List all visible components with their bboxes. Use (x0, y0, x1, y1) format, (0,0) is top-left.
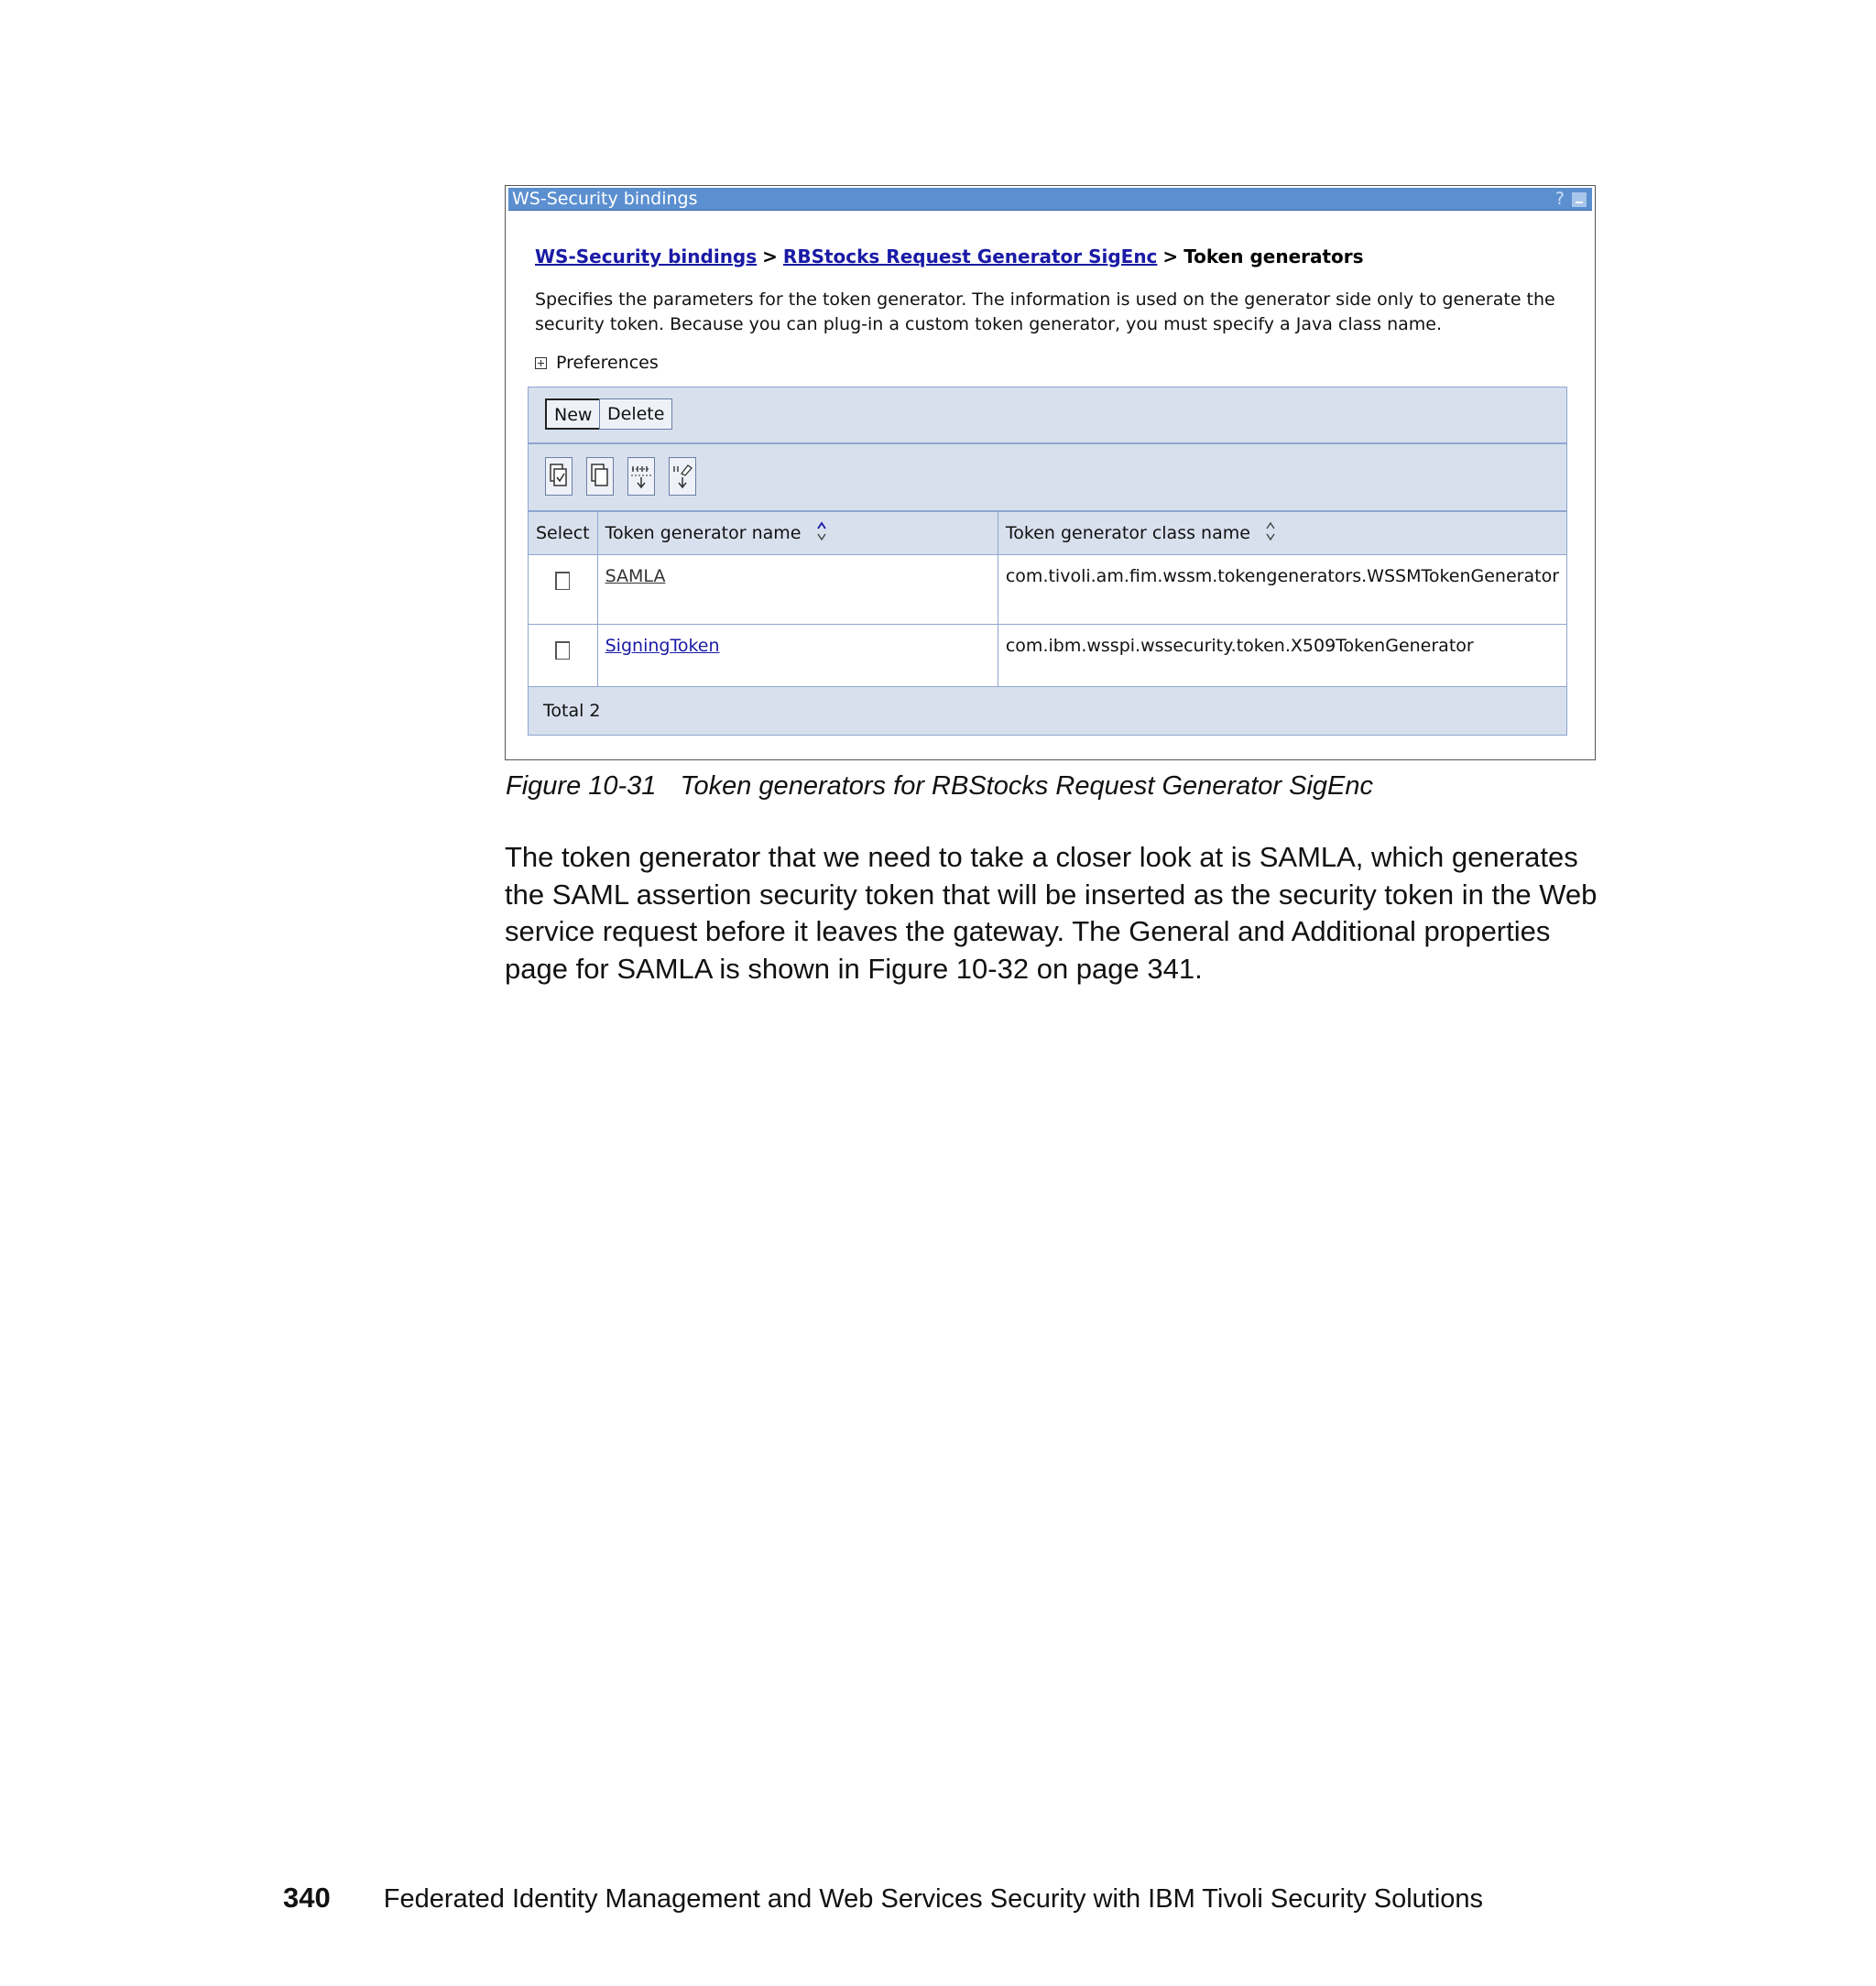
page-description: Specifies the parameters for the token generator. The information is used on the generator side only to generate the security token. Because you can plug-in a custom token generator, you must specify a Java class name. (535, 289, 1555, 334)
select-cell (529, 555, 597, 625)
token-generators-table (529, 512, 1566, 687)
col-header-name-label: Token generator name (605, 522, 802, 543)
minimize-icon[interactable] (1572, 192, 1587, 207)
class-name-cell: com.ibm.wsspi.wssecurity.token.X509TokenGenerator (998, 625, 1566, 687)
page-footer (283, 1882, 1483, 1915)
preferences-toggle[interactable] (535, 353, 659, 373)
name-cell (597, 625, 998, 687)
col-header-name[interactable] (597, 512, 998, 555)
table-icon-toolbar (529, 444, 1566, 512)
breadcrumb-link-request-generator[interactable]: RBStocks Request Generator SigEnc (782, 246, 1158, 267)
show-filter-icon[interactable] (627, 457, 655, 496)
clear-filter-icon[interactable] (669, 457, 696, 496)
screenshot-panel (505, 185, 1596, 760)
breadcrumb (535, 246, 1364, 267)
book-title: Federated Identity Management and Web Services Security with IBM Tivoli Security Solutions (383, 1884, 1484, 1914)
breadcrumb-separator: > (1162, 246, 1179, 267)
body-paragraph: The token generator that we need to take a closer look at is SAMLA, which generates the SAML assertion security token that will be inserted as the security token in the Web service request before it leaves the gateway. The General and Additional properties page for SAMLA is shown in Figure 10-32 on page 341. (505, 841, 1598, 985)
col-header-select: Select (529, 512, 597, 555)
window-title: WS-Security bindings (512, 189, 698, 209)
sort-icon[interactable] (1265, 520, 1276, 547)
figure-caption-text: Token generators for RBStocks Request Generator SigEnc (680, 771, 1373, 801)
delete-button[interactable]: Delete (599, 398, 672, 430)
page-number: 340 (283, 1882, 331, 1914)
breadcrumb-current: Token generators (1183, 246, 1364, 267)
new-button[interactable]: New (545, 398, 601, 430)
expand-plus-icon (535, 357, 547, 369)
deselect-all-icon[interactable] (586, 457, 614, 496)
token-generator-link-samla[interactable]: SAMLA (605, 566, 666, 586)
sort-icon[interactable] (816, 520, 827, 547)
name-cell (597, 555, 998, 625)
row-checkbox[interactable] (555, 641, 570, 660)
token-generator-link-signingtoken[interactable]: SigningToken (605, 636, 720, 656)
col-header-class-name-label: Token generator class name (1005, 522, 1250, 543)
preferences-label: Preferences (556, 353, 659, 373)
class-name-cell: com.tivoli.am.fim.wssm.tokengenerators.WSSMTokenGenerator (998, 555, 1566, 625)
window-titlebar (508, 188, 1592, 211)
table-total: Total 2 (543, 701, 601, 721)
figure-caption (506, 771, 1373, 802)
select-all-icon[interactable] (545, 457, 573, 496)
col-header-class-name[interactable] (998, 512, 1566, 555)
table-header-row (529, 512, 1566, 555)
help-icon[interactable]: ? (1554, 189, 1565, 209)
row-checkbox[interactable] (555, 572, 570, 590)
select-cell (529, 625, 597, 687)
figure-number: Figure 10-31 (506, 771, 657, 801)
table-row (529, 625, 1566, 687)
breadcrumb-separator: > (762, 246, 778, 267)
table-row (529, 555, 1566, 625)
token-generators-table-box (528, 387, 1567, 736)
button-bar (529, 387, 1566, 444)
breadcrumb-link-ws-security-bindings[interactable]: WS-Security bindings (535, 246, 758, 267)
